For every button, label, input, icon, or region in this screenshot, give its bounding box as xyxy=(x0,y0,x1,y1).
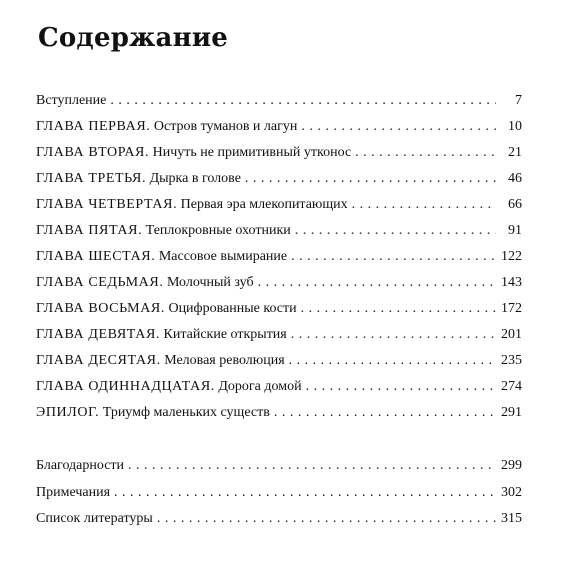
chapter-title: Оцифрованные кости xyxy=(168,301,297,316)
page-number: 122 xyxy=(501,249,522,264)
toc-entry xyxy=(36,506,522,533)
chapter-title: Ничуть не примитивный утконос xyxy=(152,145,352,160)
page-title: Содержание xyxy=(38,23,229,53)
entry-label xyxy=(36,453,124,480)
chapter-number: ГЛАВА ШЕСТАЯ. xyxy=(36,249,156,264)
entry-label xyxy=(36,140,351,166)
toc-entry xyxy=(36,296,522,322)
toc-entry xyxy=(36,88,522,114)
page-number: 143 xyxy=(501,275,522,290)
chapter-title: Дырка в голове xyxy=(149,171,241,186)
page-number: 299 xyxy=(501,458,522,473)
page-number: 315 xyxy=(501,511,522,526)
entry-label xyxy=(36,218,291,244)
entry-label xyxy=(36,244,287,270)
chapter-number: ГЛАВА ТРЕТЬЯ. xyxy=(36,171,147,186)
chapter-title: Дорога домой xyxy=(218,379,302,394)
entry-label xyxy=(36,192,348,218)
toc-entry xyxy=(36,322,522,348)
page-number: 21 xyxy=(508,145,522,160)
section-title: Благодарности xyxy=(36,458,125,473)
page-number: 291 xyxy=(501,405,522,420)
chapter-number: ГЛАВА ВТОРАЯ. xyxy=(36,145,150,160)
entry-label xyxy=(36,348,285,374)
dot-leader xyxy=(291,322,496,348)
chapter-number: ГЛАВА ОДИННАДЦАТАЯ. xyxy=(36,379,215,394)
toc-entry xyxy=(36,348,522,374)
toc-entry xyxy=(36,166,522,192)
chapter-title: Первая эра млекопитающих xyxy=(180,197,348,212)
chapter-number: ГЛАВА ДЕВЯТАЯ. xyxy=(36,327,160,342)
page-number: 274 xyxy=(501,379,522,394)
chapter-title: Массовое вымирание xyxy=(158,249,288,264)
chapter-title: Молочный зуб xyxy=(166,275,254,290)
toc-entry xyxy=(36,192,522,218)
chapter-title: Остров туманов и лагун xyxy=(153,119,298,134)
chapter-title: Триумф маленьких существ xyxy=(102,405,270,420)
entry-label xyxy=(36,296,297,322)
dot-leader xyxy=(306,374,496,400)
page-number: 302 xyxy=(501,484,522,500)
dot-leader xyxy=(128,453,496,480)
dot-leader xyxy=(258,270,496,296)
toc-main-list xyxy=(36,88,522,426)
toc-entry xyxy=(36,114,522,140)
entry-label xyxy=(36,480,110,507)
chapter-number: ЭПИЛОГ. xyxy=(36,405,100,420)
dot-leader xyxy=(301,296,496,322)
dot-leader xyxy=(355,140,496,166)
entry-label xyxy=(36,374,302,400)
entry-label xyxy=(36,114,297,140)
dot-leader xyxy=(110,88,496,114)
dot-leader xyxy=(295,218,496,244)
page-number: 91 xyxy=(508,223,522,238)
section-title: Список литературы xyxy=(36,511,153,526)
page-number: 235 xyxy=(501,353,522,368)
entry-label xyxy=(36,400,270,426)
dot-leader xyxy=(245,166,496,192)
toc-entry xyxy=(36,270,522,296)
chapter-number: ГЛАВА ПЯТАЯ. xyxy=(36,223,143,238)
dot-leader xyxy=(301,114,496,140)
dot-leader xyxy=(352,192,496,218)
page-number: 46 xyxy=(508,171,522,186)
chapter-title: Теплокровные охотники xyxy=(145,223,291,238)
entry-label xyxy=(36,166,241,192)
dot-leader xyxy=(157,506,496,533)
page-number: 172 xyxy=(501,301,522,316)
toc-entry xyxy=(36,140,522,166)
chapter-number: ГЛАВА ВОСЬМАЯ. xyxy=(36,301,165,316)
dot-leader xyxy=(291,244,496,270)
dot-leader xyxy=(274,400,496,426)
entry-label xyxy=(36,270,254,296)
chapter-number: ГЛАВА ДЕСЯТАЯ. xyxy=(36,353,161,368)
toc-entry xyxy=(36,374,522,400)
chapter-number: ГЛАВА СЕДЬМАЯ. xyxy=(36,275,164,290)
toc-entry xyxy=(36,244,522,270)
entry-label xyxy=(36,322,287,348)
chapter-title: Вступление xyxy=(36,93,107,108)
entry-label xyxy=(36,506,153,533)
section-title: Примечания xyxy=(36,484,111,500)
toc-entry xyxy=(36,453,522,480)
dot-leader xyxy=(289,348,496,374)
toc-entry xyxy=(36,400,522,426)
page-number: 7 xyxy=(515,93,522,108)
chapter-number: ГЛАВА ЧЕТВЕРТАЯ. xyxy=(36,197,178,212)
chapter-title: Меловая революция xyxy=(164,353,285,368)
dot-leader xyxy=(114,480,496,507)
chapter-title: Китайские открытия xyxy=(163,327,287,342)
page-number: 201 xyxy=(501,327,522,342)
toc-entry xyxy=(36,218,522,244)
toc-back-matter-list xyxy=(36,453,522,533)
toc-entry xyxy=(36,480,522,507)
page-number: 10 xyxy=(508,119,522,134)
entry-label xyxy=(36,88,106,114)
page-number: 66 xyxy=(508,197,522,212)
chapter-number: ГЛАВА ПЕРВАЯ. xyxy=(36,119,151,134)
